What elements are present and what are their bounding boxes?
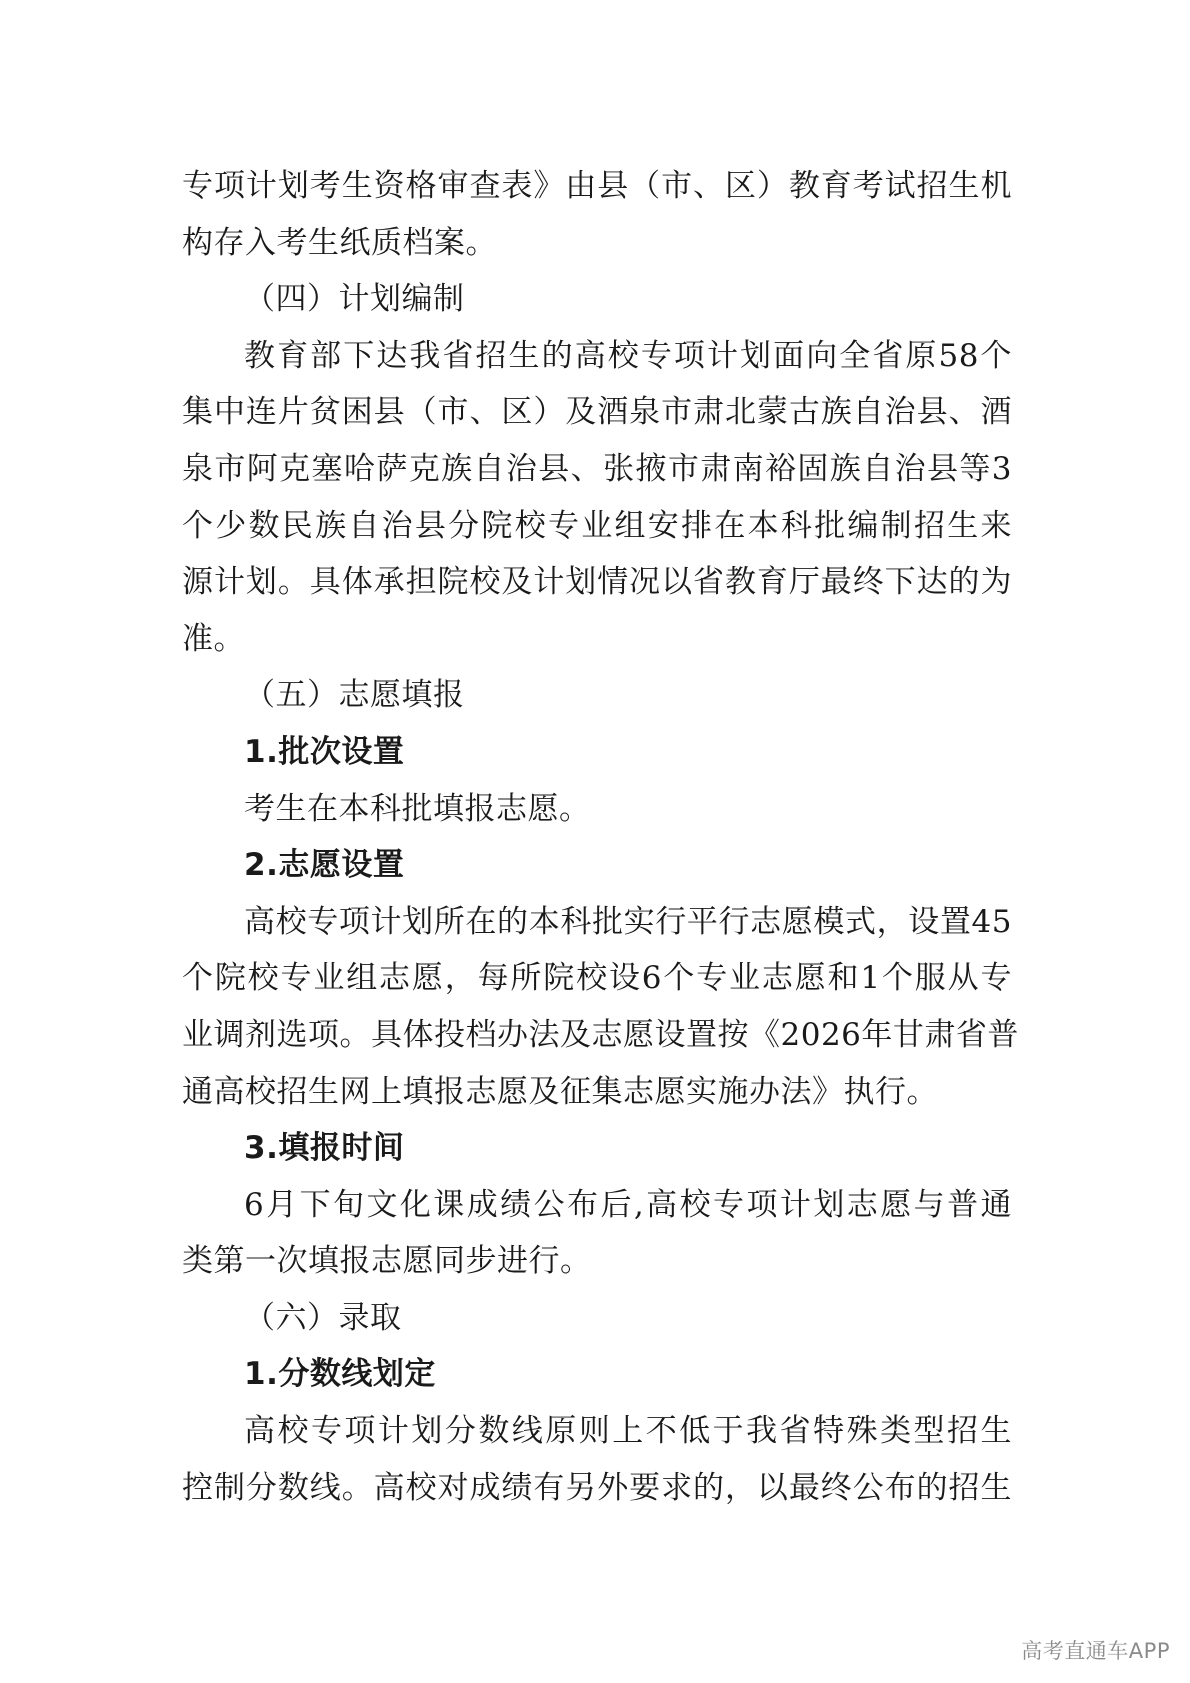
paragraph-line: 高校专项计划分数线原则上不低于我省特殊类型招生 xyxy=(244,1413,1012,1450)
item-heading-fill-time: 3.填报时间 xyxy=(244,1130,405,1167)
section-heading-six: （六）录取 xyxy=(244,1299,402,1336)
paragraph-line: 6月下旬文化课成绩公布后,高校专项计划志愿与普通 xyxy=(244,1186,1012,1223)
paragraph-line: 个院校专业组志愿，每所院校设6个专业志愿和1个服从专 xyxy=(182,960,1012,997)
document-page xyxy=(182,158,1019,1516)
paragraph-line: 构存入考生纸质档案。 xyxy=(182,224,497,261)
paragraph-line: 考生在本科批填报志愿。 xyxy=(244,790,591,827)
paragraph-line: 准。 xyxy=(182,620,245,657)
paragraph-line: 通高校招生网上填报志愿及征集志愿实施办法》执行。 xyxy=(182,1073,938,1110)
paragraph-line: 专项计划考生资格审查表》由县（市、区）教育考试招生机 xyxy=(182,168,1012,204)
paragraph-line: 高校专项计划所在的本科批实行平行志愿模式，设置45 xyxy=(244,903,1012,940)
paragraph-line: 集中连片贫困县（市、区）及酒泉市肃北蒙古族自治县、酒 xyxy=(182,394,1012,431)
item-heading-batch-setting: 1.批次设置 xyxy=(244,733,405,770)
item-heading-preference-setting: 2.志愿设置 xyxy=(244,847,405,884)
paragraph-line: 控制分数线。高校对成绩有另外要求的，以最终公布的招生 xyxy=(182,1469,1012,1506)
paragraph-line: 源计划。具体承担院校及计划情况以省教育厅最终下达的为 xyxy=(182,564,1012,601)
paragraph-line: 泉市阿克塞哈萨克族自治县、张掖市肃南裕固族自治县等3 xyxy=(182,450,1012,487)
paragraph-line: 类第一次填报志愿同步进行。 xyxy=(182,1243,592,1280)
section-heading-five: （五）志愿填报 xyxy=(244,677,465,714)
section-heading-four: （四）计划编制 xyxy=(244,281,465,318)
paragraph-line: 个少数民族自治县分院校专业组安排在本科批编制招生来 xyxy=(182,507,1012,544)
item-heading-score-line: 1.分数线划定 xyxy=(244,1356,436,1393)
paragraph-line: 教育部下达我省招生的高校专项计划面向全省原58个 xyxy=(244,337,1012,374)
paragraph-line: 业调剂选项。具体投档办法及志愿设置按《2026年甘肃省普 xyxy=(182,1016,1019,1053)
watermark-text: 高考直通车APP xyxy=(1021,1639,1170,1663)
